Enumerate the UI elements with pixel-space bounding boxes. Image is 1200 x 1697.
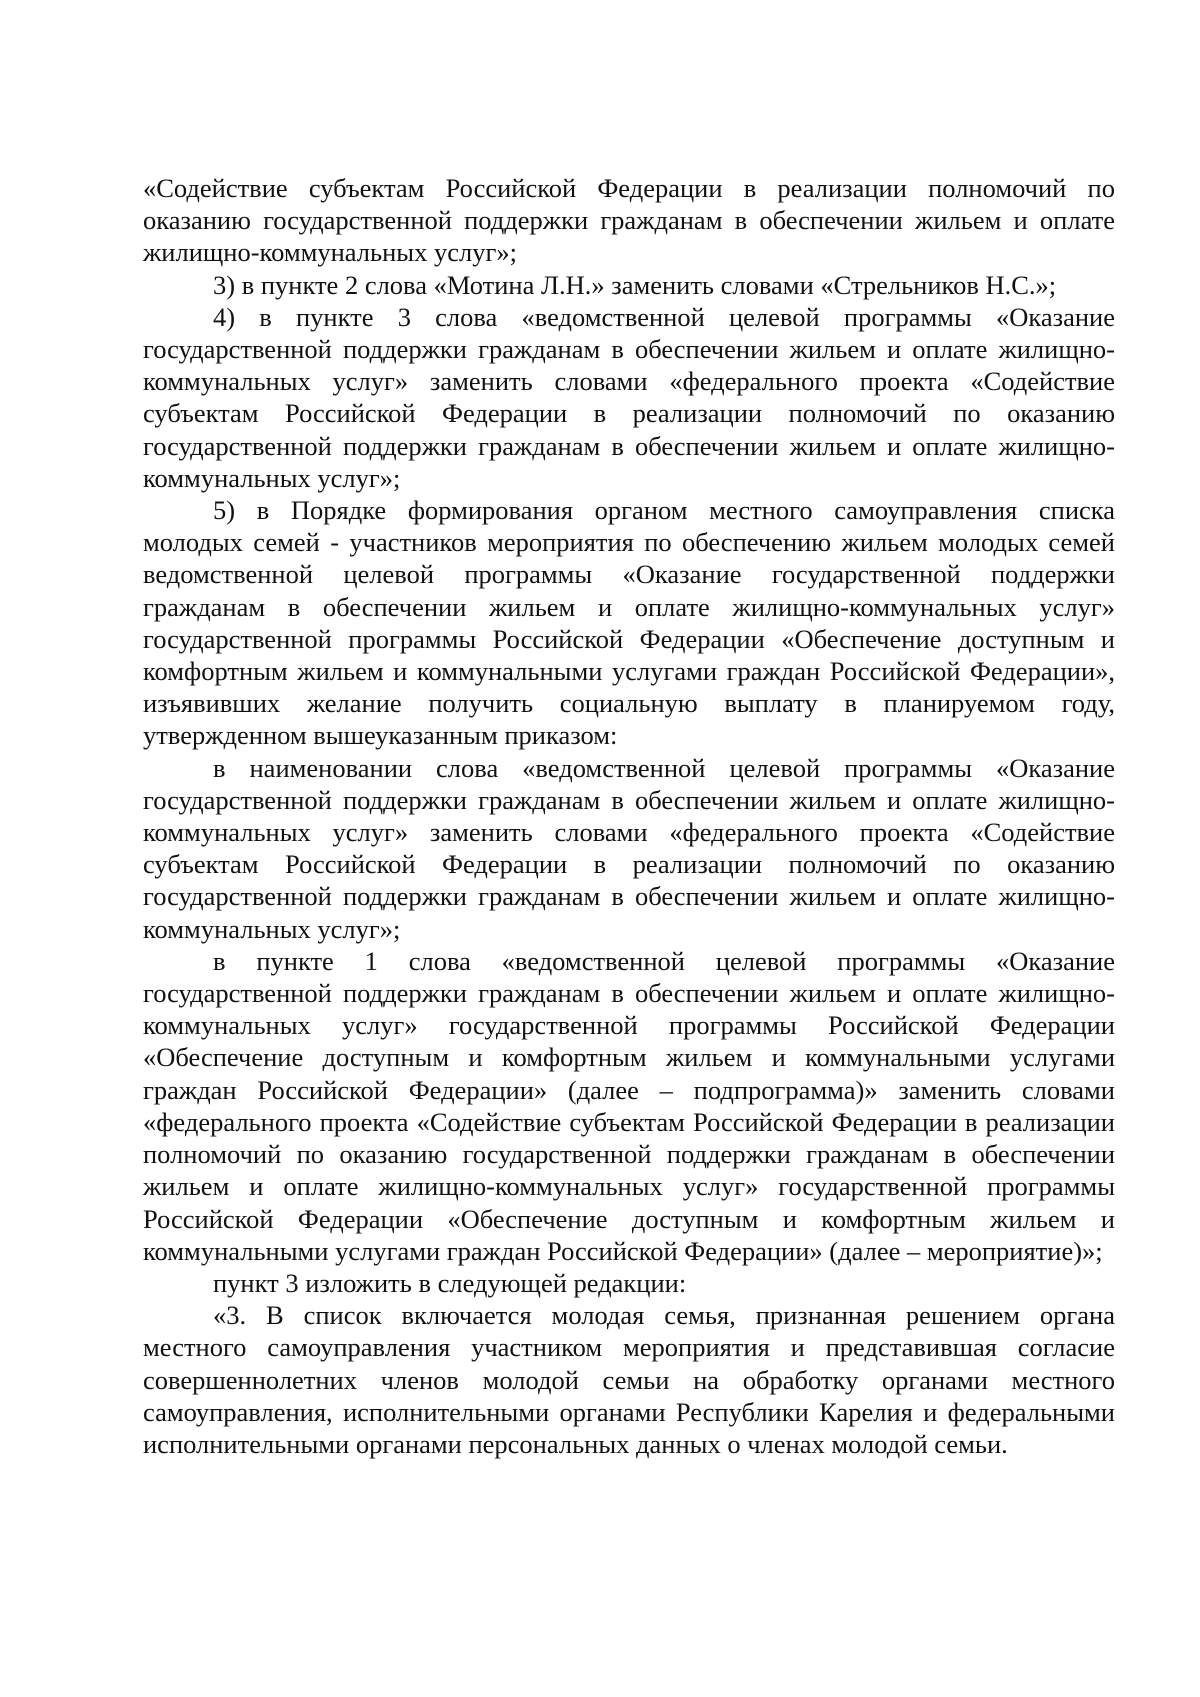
paragraph-point-3-intro: пункт 3 изложить в следующей редакции:: [213, 1267, 687, 1298]
paragraph-item-4: 4) в пункте 3 слова «ведомственной целевой программы «Оказание государственной поддержки гражданам в обеспечении жильем и оплате жилищно-коммунальных услуг» заменить словами «федерального проекта «Содействие субъектам Российской Федерации в реализации полномочий по оказанию государственной поддержки гражданам в обеспечении жильем и оплате жилищно-коммунальных услуг»;: [143, 301, 1115, 493]
paragraph-point-1-change: в пункте 1 слова «ведомственной целевой программы «Оказание государственной поддержки гражданам в обеспечении жильем и оплате жилищно-коммунальных услуг» государственной программы Российской Федерации «Обеспечение доступным и комфортным жильем и коммунальными услугами граждан Российской Федерации» (далее – подпрограмма)» заменить словами «федерального проекта «Содействие субъектам Российской Федерации в реализации полномочий по оказанию государственной поддержки гражданам в обеспечении жильем и оплате жилищно-коммунальных услуг» государственной программы Российской Федерации «Обеспечение доступным и комфортным жильем и коммунальными услугами граждан Российской Федерации» (далее – мероприятие)»;: [143, 945, 1115, 1266]
paragraph-continuation: «Содействие субъектам Российской Федерации в реализации полномочий по оказанию государственной поддержки гражданам в обеспечении жильем и оплате жилищно-коммунальных услуг»;: [143, 173, 1115, 268]
paragraph-item-5: 5) в Порядке формирования органом местного самоуправления списка молодых семей - участников мероприятия по обеспечению жильем молодых семей ведомственной целевой программы «Оказание государственной поддержки гражданам в обеспечении жильем и оплате жилищно-коммунальных услуг» государственной программы Российской Федерации «Обеспечение доступным и комфортным жильем и коммунальными услугами граждан Российской Федерации», изъявивших желание получить социальную выплату в планируемом году, утвержденном вышеуказанным приказом:: [143, 495, 1115, 751]
document-body: [143, 172, 1115, 1460]
paragraph-point-3-text: «3. В список включается молодая семья, признанная решением органа местного самоуправления участником мероприятия и представившая согласие совершеннолетних членов молодой семьи на обработку органами местного самоуправления, исполнительными органами Республики Карелия и федеральными исполнительными органами персональных данных о членах молодой семьи.: [143, 1300, 1115, 1459]
paragraph-item-3: 3) в пункте 2 слова «Мотина Л.Н.» заменить словами «Стрельников Н.С.»;: [213, 269, 1057, 300]
paragraph-title-change: в наименовании слова «ведомственной целевой программы «Оказание государственной поддержки гражданам в обеспечении жильем и оплате жилищно-коммунальных услуг» заменить словами «федерального проекта «Содействие субъектам Российской Федерации в реализации полномочий по оказанию государственной поддержки гражданам в обеспечении жильем и оплате жилищно-коммунальных услуг»;: [143, 752, 1115, 944]
